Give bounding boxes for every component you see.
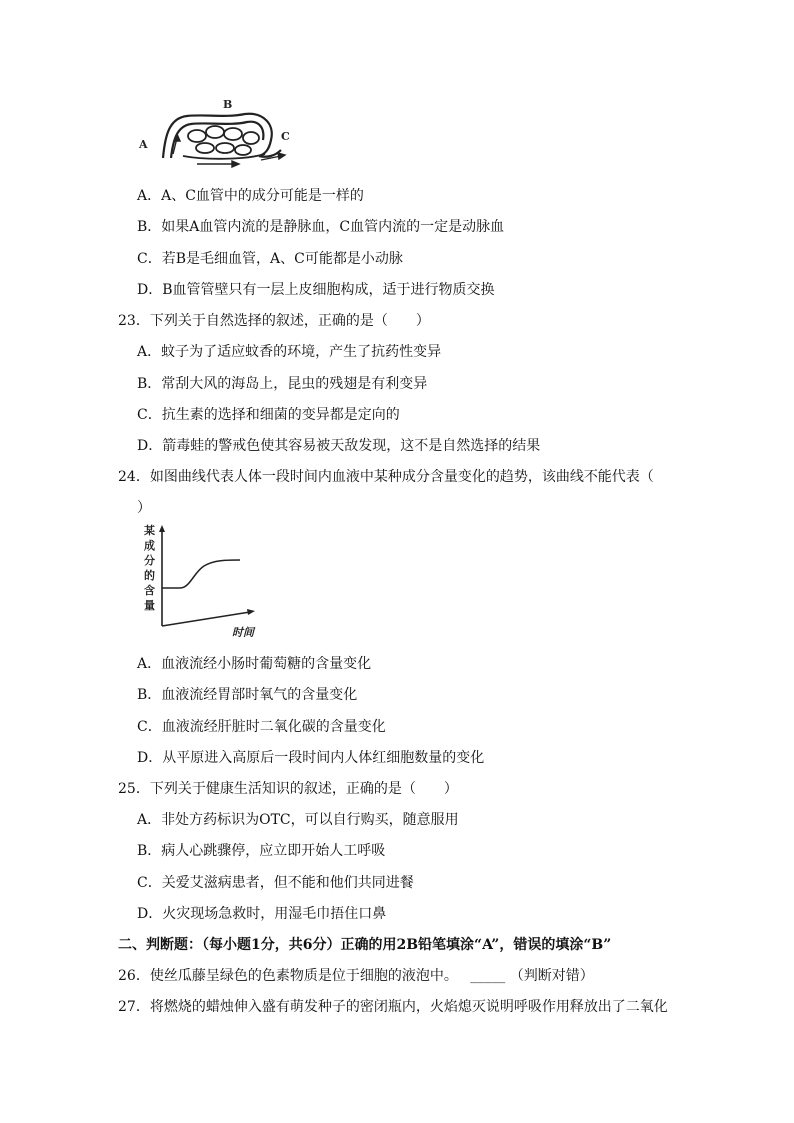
ylabel-char: 分 <box>144 554 155 567</box>
q23-option-d: D．箭毒蛙的警戒色使其容易被天敌发现，这不是自然选择的结果 <box>137 438 541 454</box>
y-axis-arrow <box>159 525 165 532</box>
q26-line <box>118 967 594 985</box>
capillary-network <box>183 126 265 159</box>
label-b: B <box>223 98 233 111</box>
ylabel-char: 含 <box>144 584 155 597</box>
q23-option-b: B．常刮大风的海岛上，昆虫的残翅是有利变异 <box>137 376 428 392</box>
label-a: A <box>139 138 148 151</box>
q24-option-c: C．血液流经肝脏时二氧化碳的含量变化 <box>137 719 386 735</box>
q23-stem: 23．下列关于自然选择的叙述，正确的是（ ） <box>118 313 430 329</box>
q27-stem: 27．将燃烧的蜡烛伸入盛有萌发种子的密闭瓶内，火焰熄灭说明呼吸作用释放出了二氧化 <box>118 999 668 1015</box>
blood-vessel-figure <box>135 96 295 168</box>
graph-ylabel <box>143 523 155 612</box>
ylabel-char: 的 <box>144 569 155 582</box>
q24-option-b: B．血液流经胃部时氧气的含量变化 <box>137 687 358 703</box>
q25-option-a: A．非处方药标识为OTC，可以自行购买，随意服用 <box>137 812 459 828</box>
q26-suffix: （判断对错） <box>509 968 594 984</box>
q24-option-d: D．从平原进入高原后一段时间内人体红细胞数量的变化 <box>137 750 485 766</box>
graph-xlabel: 时间 <box>232 626 254 639</box>
q23-option-c: C．抗生素的选择和细菌的变异都是定向的 <box>137 407 400 423</box>
q23-option-a: A．蚊子为了适应蚊香的环境，产生了抗药性变异 <box>137 344 442 360</box>
q24-stem-line2: ） <box>137 500 151 516</box>
x-axis-arrow <box>247 609 255 615</box>
q26-blank: _____ <box>470 968 506 984</box>
q22-option-b: B．如果A血管内流的是静脉血，C血管内流的一定是动脉血 <box>137 219 505 235</box>
q25-stem: 25．下列关于健康生活知识的叙述，正确的是（ ） <box>118 781 458 797</box>
q22-option-a: A．A、C血管中的成分可能是一样的 <box>137 188 364 204</box>
q25-option-c: C．关爱艾滋病患者，但不能和他们共同进餐 <box>137 875 414 891</box>
ylabel-char: 量 <box>144 599 155 612</box>
q24-stem-line1: 24．如图曲线代表人体一段时间内血液中某种成分含量变化的趋势，该曲线不能代表（ <box>118 469 654 485</box>
ylabel-char: 某 <box>144 524 155 537</box>
trend-curve <box>162 560 240 588</box>
q24-option-a: A．血液流经小肠时葡萄糖的含量变化 <box>137 656 372 672</box>
q25-option-d: D．火灾现场急救时，用湿毛巾捂住口鼻 <box>137 906 387 922</box>
q26-stem: 26．使丝瓜藤呈绿色的色素物质是位于细胞的液泡中。 <box>118 968 458 984</box>
blood-content-graph <box>140 522 260 642</box>
section2-heading: 二、判断题：（每小题1分，共6分）正确的用2B铅笔填涂“A”，错误的填涂“B” <box>118 937 612 953</box>
ylabel-char: 成 <box>144 539 155 552</box>
label-c: C <box>281 130 290 143</box>
q22-option-d: D．B血管管壁只有一层上皮细胞构成，适于进行物质交换 <box>137 282 495 298</box>
q25-option-b: B．病人心跳骤停，应立即开始人工呼吸 <box>137 843 386 859</box>
x-axis <box>162 612 250 626</box>
q22-option-c: C．若B是毛细血管，A、C可能都是小动脉 <box>137 251 403 267</box>
